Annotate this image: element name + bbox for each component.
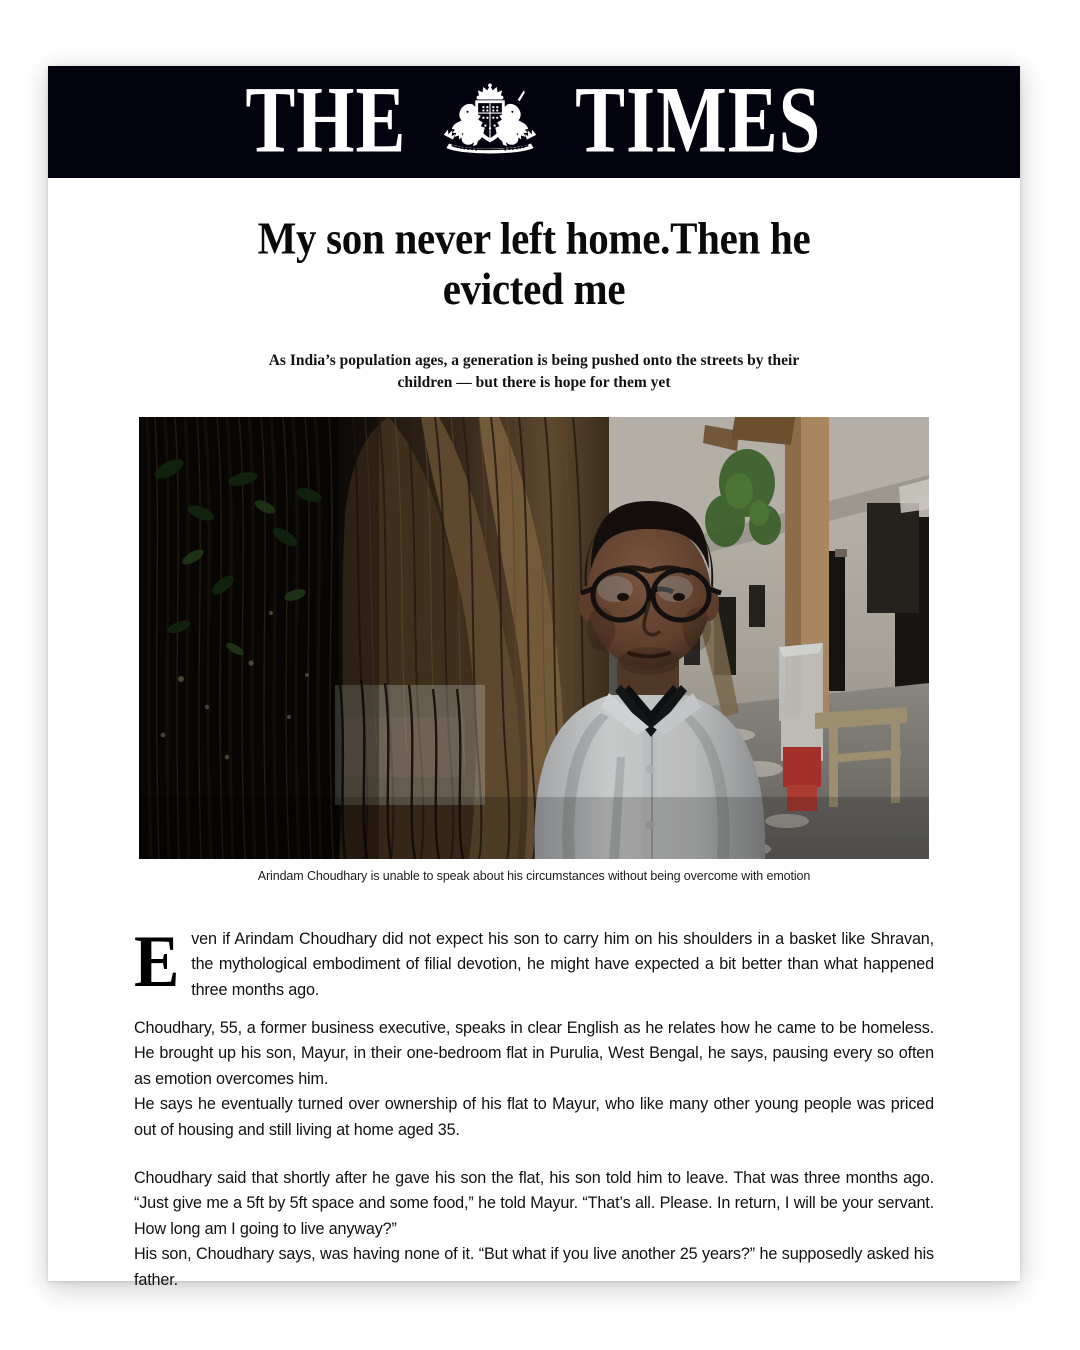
- paragraph-2: Choudhary, 55, a former business executive, speaks in clear English as he relates how he came to be homeless. He brought up his son, Mayur, in their one-bedroom flat in Purulia, West Bengal, he says, pausing every so often as emotion overcomes him.: [134, 1018, 934, 1088]
- paragraph-3: He says he eventually turned over ownership of his flat to Mayur, who like many other young people was priced out of housing and still living at home aged 35.: [134, 1095, 934, 1139]
- paragraph-text: ven if Arindam Choudhary did not expect his son to carry him on his shoulders in a basket like Shravan, the mythological embodiment of filial devotion, he might have expected a bit better than what happened three months ago.: [191, 929, 934, 999]
- masthead-word-times: TIMES: [574, 66, 821, 173]
- article-photo: [139, 417, 929, 859]
- masthead-logo[interactable]: [242, 66, 826, 173]
- drop-cap: E: [134, 920, 180, 1003]
- article-subhead: As India’s population ages, a generation is being pushed onto the streets by their children — but there is hope for them yet: [268, 351, 800, 392]
- royal-coat-of-arms-icon: [424, 82, 556, 160]
- paragraph-5: His son, Choudhary says, was having none of it. “But what if you live another 25 years?” he supposedly asked his father.: [134, 1245, 934, 1289]
- masthead-word-the: THE: [245, 66, 407, 173]
- article-headline: My son never left home.Then he evicted me: [257, 212, 811, 314]
- article-sheet: [48, 66, 1020, 1289]
- article-figure: [139, 417, 929, 883]
- photo-caption: Arindam Choudhary is unable to speak about his circumstances without being overcome with emotion: [257, 868, 811, 883]
- article-text: [134, 920, 934, 1294]
- masthead[interactable]: [48, 66, 1020, 178]
- paragraph-lede: [134, 920, 934, 1004]
- article-body: [48, 214, 1020, 1293]
- paragraph-4: Choudhary said that shortly after he gave his son the flat, his son told him to leave. That was three months ago. “Just give me a 5ft by 5ft space and some food,” he told Mayur. “That’s all. Please. In return, I will be your servant. How long am I going to live anyway?”: [134, 1168, 934, 1238]
